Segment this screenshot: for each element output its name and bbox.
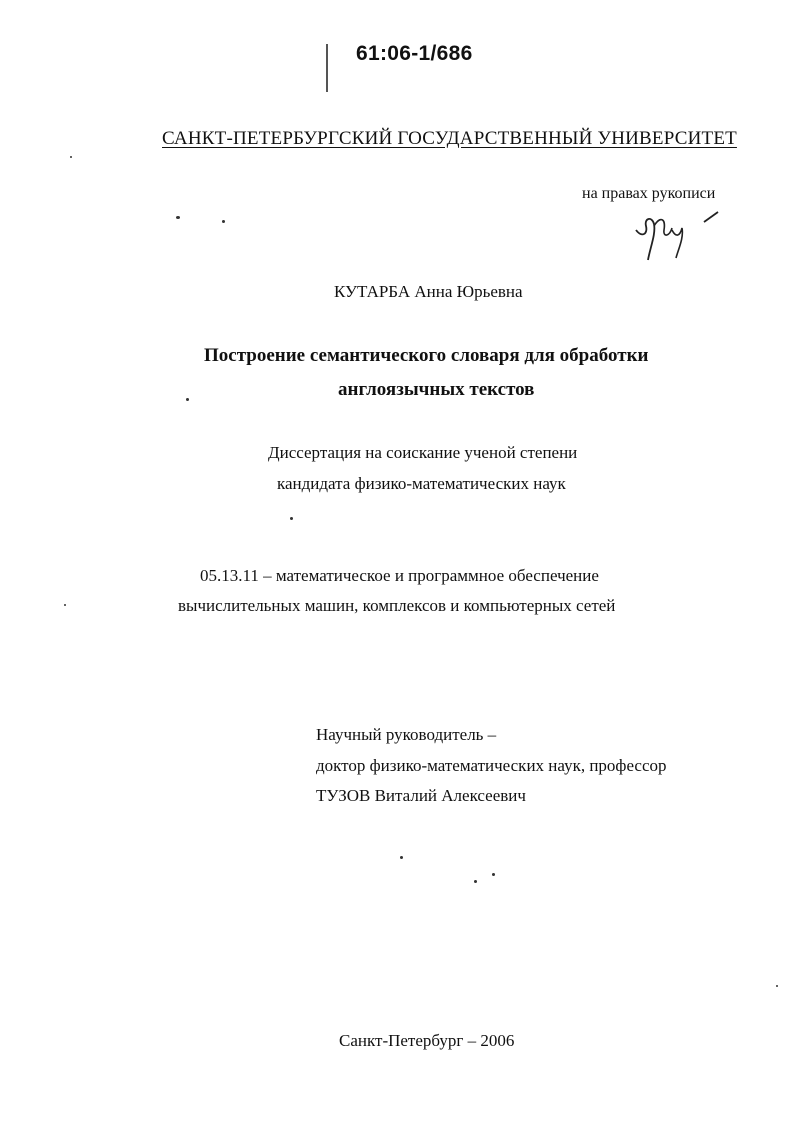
scan-speck [290,517,293,520]
city-year: Санкт-Петербург – 2006 [339,1031,515,1050]
scan-speck [400,856,403,859]
scan-speck [776,985,778,987]
degree-line-1: Диссертация на соискание ученой степени [268,443,578,462]
scan-speck [176,216,180,219]
degree-line-2: кандидата физико-математических наук [277,474,566,493]
scan-speck [474,880,477,883]
scan-speck [64,604,66,606]
scan-speck [70,156,72,158]
archive-stamp: 61:06-1/686 [356,42,473,65]
supervisor-degree: доктор физико-математических наук, профессор [316,756,667,775]
author-name: КУТАРБА Анна Юрьевна [334,282,523,301]
specialty-line-2: вычислительных машин, комплексов и компьютерных сетей [178,596,616,615]
thesis-title-line-1: Построение семантического словаря для обработки [204,345,649,366]
university-name: САНКТ-ПЕТЕРБУРГСКИЙ ГОСУДАРСТВЕННЫЙ УНИВЕРСИТЕТ [162,128,737,149]
scan-speck [222,220,225,223]
manuscript-note: на правах рукописи [582,185,716,202]
thesis-title-line-2: англоязычных текстов [338,379,535,400]
supervisor-name: ТУЗОВ Виталий Алексеевич [316,786,526,805]
signature-icon [632,208,722,263]
scan-speck [186,398,189,401]
specialty-line-1: 05.13.11 – математическое и программное обеспечение [200,566,599,585]
scan-speck [492,873,495,876]
supervisor-role: Научный руководитель – [316,725,497,744]
stamp-divider [326,44,328,92]
